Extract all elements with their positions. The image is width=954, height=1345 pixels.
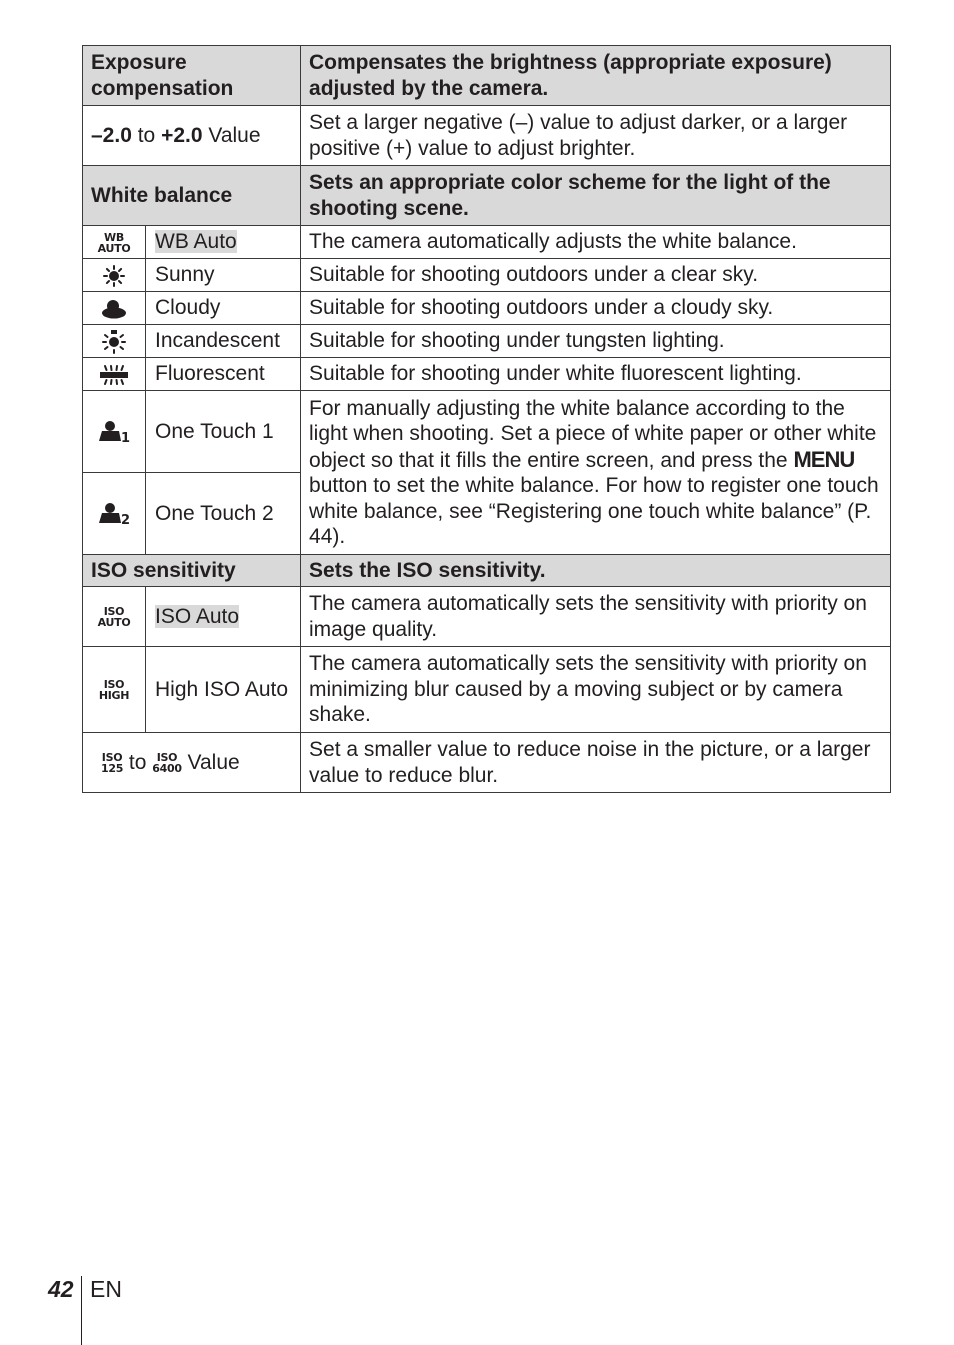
incandescent-icon xyxy=(101,330,127,354)
iso-header-desc: Sets the ISO sensitivity. xyxy=(301,555,891,587)
iso-auto-desc: The camera automatically sets the sensitivity with priority on image quality. xyxy=(301,587,891,647)
cloudy-desc: Suitable for shooting outdoors under a cloudy sky. xyxy=(301,292,891,325)
exposure-header-title: Exposure compensation xyxy=(83,46,301,106)
one-touch-2-icon xyxy=(98,502,130,526)
white-balance-header-desc: Sets an appropriate color scheme for the light of the shooting scene. xyxy=(301,166,891,226)
one-touch-2-label: One Touch 2 xyxy=(146,473,301,555)
wb-auto-icon: WB AUTO xyxy=(97,230,131,255)
fluorescent-desc: Suitable for shooting under white fluorescent lighting. xyxy=(301,358,891,391)
language-label: EN xyxy=(90,1276,122,1302)
iso-range-to-word: to xyxy=(128,750,147,774)
iso-header-title: ISO sensitivity xyxy=(83,555,301,587)
cloudy-icon xyxy=(101,299,127,319)
incandescent-label: Incandescent xyxy=(146,325,301,358)
exposure-range-cell xyxy=(83,106,301,166)
one-touch-desc: For manually adjusting the white balance according to the light when shooting. Set a piece of white paper or other white object so that it fills the entire screen, and press the MENU button to set the white balance. For how to register one touch white balance, see “Registering one touch white balance” (P. 44). xyxy=(301,391,891,555)
table-row xyxy=(83,292,891,325)
exposure-range-row xyxy=(83,106,891,166)
iso-range-desc: Set a smaller value to reduce noise in the picture, or a larger value to reduce blur. xyxy=(301,733,891,793)
table-row xyxy=(83,226,891,259)
page-number: 42 xyxy=(48,1276,74,1302)
table-row xyxy=(83,647,891,733)
table-row xyxy=(83,358,891,391)
iso-high-icon: ISO HIGH xyxy=(98,678,130,703)
iso-high-desc: The camera automatically sets the sensitivity with priority on minimizing blur caused by a moving subject or by camera shake. xyxy=(301,647,891,733)
menu-button-keyword: MENU xyxy=(793,446,855,472)
svg-text:2: 2 xyxy=(121,513,130,527)
exposure-header-desc: Compensates the brightness (appropriate exposure) adjusted by the camera. xyxy=(301,46,891,106)
fluorescent-label: Fluorescent xyxy=(146,358,301,391)
iso-range-row xyxy=(83,733,891,793)
table-row xyxy=(83,259,891,292)
fluorescent-icon xyxy=(99,365,129,385)
iso-high-label: High ISO Auto xyxy=(146,647,301,733)
iso-range-value-word: Value xyxy=(187,750,240,774)
table-row xyxy=(83,587,891,647)
white-balance-header-title: White balance xyxy=(83,166,301,226)
table-row xyxy=(83,325,891,358)
wb-auto-desc: The camera automatically adjusts the white balance. xyxy=(301,226,891,259)
iso-125-icon: ISO 125 xyxy=(101,751,124,776)
one-touch-1-label: One Touch 1 xyxy=(146,391,301,473)
cloudy-label: Cloudy xyxy=(146,292,301,325)
exposure-header-row xyxy=(83,46,891,106)
iso-auto-icon: ISO AUTO xyxy=(97,605,131,630)
sunny-icon xyxy=(103,265,125,287)
iso-header-row xyxy=(83,555,891,587)
iso-range-cell xyxy=(83,733,301,793)
footer-divider xyxy=(81,1276,82,1345)
exposure-range-value-word: Value xyxy=(208,123,261,147)
wb-auto-label: WB Auto xyxy=(155,230,237,254)
exposure-range-desc: Set a larger negative (–) value to adjust darker, or a larger positive (+) value to adjust brighter. xyxy=(301,106,891,166)
iso-6400-icon: ISO 6400 xyxy=(152,751,182,776)
sunny-label: Sunny xyxy=(146,259,301,292)
one-touch-1-icon xyxy=(98,420,130,444)
table-row xyxy=(83,391,891,473)
svg-text:1: 1 xyxy=(121,431,130,445)
iso-auto-label: ISO Auto xyxy=(155,604,240,628)
settings-table xyxy=(82,45,891,793)
exposure-range-from: –2.0 xyxy=(91,123,132,147)
white-balance-header-row xyxy=(83,166,891,226)
sunny-desc: Suitable for shooting outdoors under a clear sky. xyxy=(301,259,891,292)
exposure-range-to: +2.0 xyxy=(161,123,203,147)
exposure-range-to-word: to xyxy=(137,123,156,147)
incandescent-desc: Suitable for shooting under tungsten lighting. xyxy=(301,325,891,358)
